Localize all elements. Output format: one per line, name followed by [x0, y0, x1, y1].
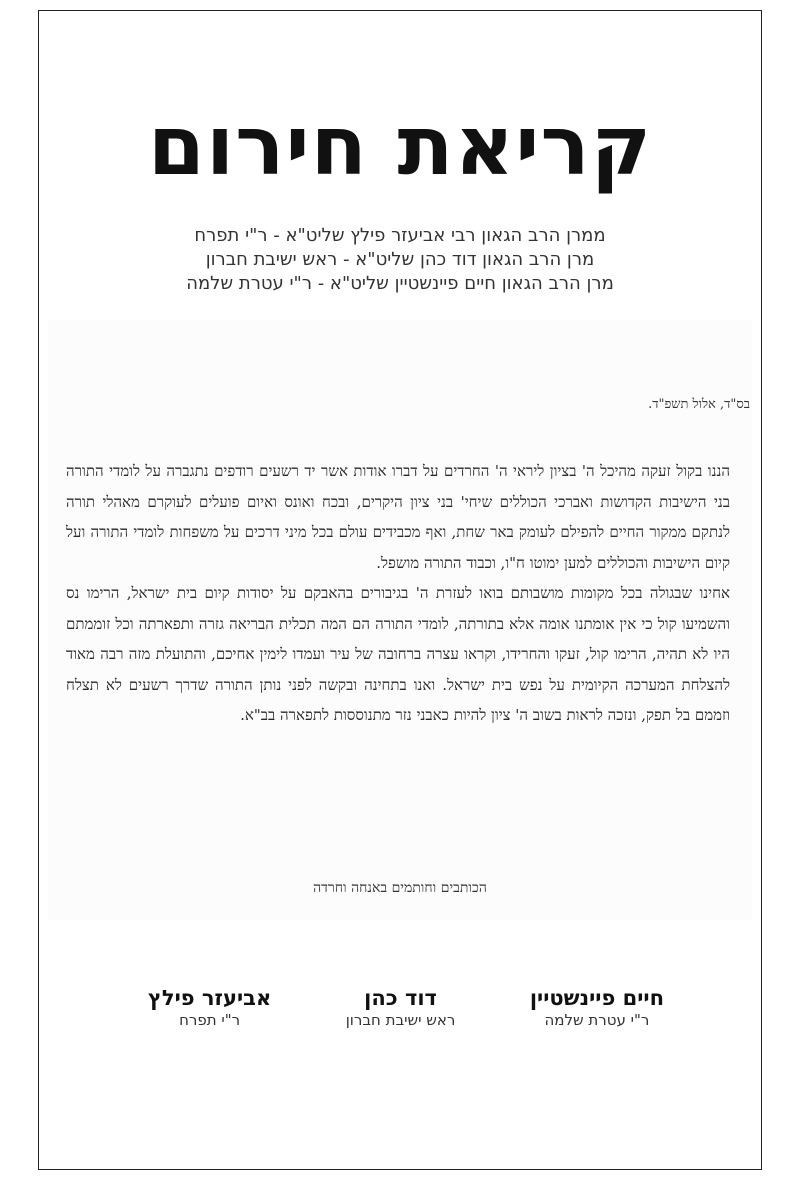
signature-feinstein — [530, 985, 664, 1029]
rabbi-line-cohen: מרן הרב הגאון דוד כהן שליט"א - ראש ישיבת חברון — [205, 249, 595, 270]
signature-cohen — [346, 985, 456, 1029]
signature-name: חיים פיינשטיין — [529, 986, 664, 1010]
rabbi-line-feinstein: מרן הרב הגאון חיים פיינשטיין שליט"א - ר"י עטרת שלמה — [186, 273, 614, 294]
signature-name: דוד כהן — [364, 986, 437, 1010]
signature-role: ר"י עטרת שלמה — [544, 1011, 650, 1029]
signature-role: ר"י תפרח — [179, 1011, 241, 1029]
signature-role: ראש ישיבת חברון — [345, 1011, 456, 1029]
rabbis-list — [38, 224, 762, 296]
signatures-row — [38, 985, 762, 1029]
letter-closing: הכותבים וחותמים באנחה וחרדה — [313, 880, 487, 896]
letter-paragraph-1: הננו בקול זעקה מהיכל ה' בציון ליראי ה' החרדים על דברו אודות אשר יד רשעים רודפים נתגברה על לומדי התורה בני הישיבות הקדושות ואברכי הכוללים שיחי' בני ציון היקרים, ובכח ואונס ואיום פועלים לעוקרם מאהלי תורה לנתקם ממקור החיים להפילם לעומק באר שחת, ואף מכבידים עולם בכל מיני דרכים על משפחות לומדי התורה ועל קיום הישיבות והכוללים למען ימוטו ח"ו, וכבוד התורה מושפל. — [66, 462, 730, 572]
signature-name: אביעזר פילץ — [148, 986, 272, 1010]
letter-date: בס"ד, אלול תשפ"ד. — [648, 397, 750, 412]
rabbi-line-pilz: ממרן הרב הגאון רבי אביעזר פילץ שליט"א - ר"י תפרח — [194, 225, 606, 246]
letter-body — [66, 456, 730, 731]
letter-paragraph-2: אחינו שבגולה בכל מקומות מושבותם בואו לעזרת ה' בגיבורים בהאבקם על יסודות קיום בית ישראל, הרימו נס והשמיעו קול כי אין אומתנו אומה אלא בתורתה, לומדי התורה הם המה תכלית הבריאה גזרה ותפארתה וכל זוממתם היו לא תהיה, הרימו קול, זעקו והחרידו, וקראו עצרה ברחובה של עיר ועמדו לימין אחיכם, והתועלת מזה רבה מאוד להצלחת המערכה הקיומית על נפש בית ישראל. ואנו בתחינה ובקשה לפני נותן התורה שדרך רשעים לא תצלח וזממם בל תפק, ונזכה לראות בשוב ה' ציון להיות כאבני נזר מתנוססות לתפארה בב"א. — [66, 584, 730, 724]
signature-pilz — [148, 985, 271, 1029]
page-title: קריאת חירום — [147, 99, 653, 194]
